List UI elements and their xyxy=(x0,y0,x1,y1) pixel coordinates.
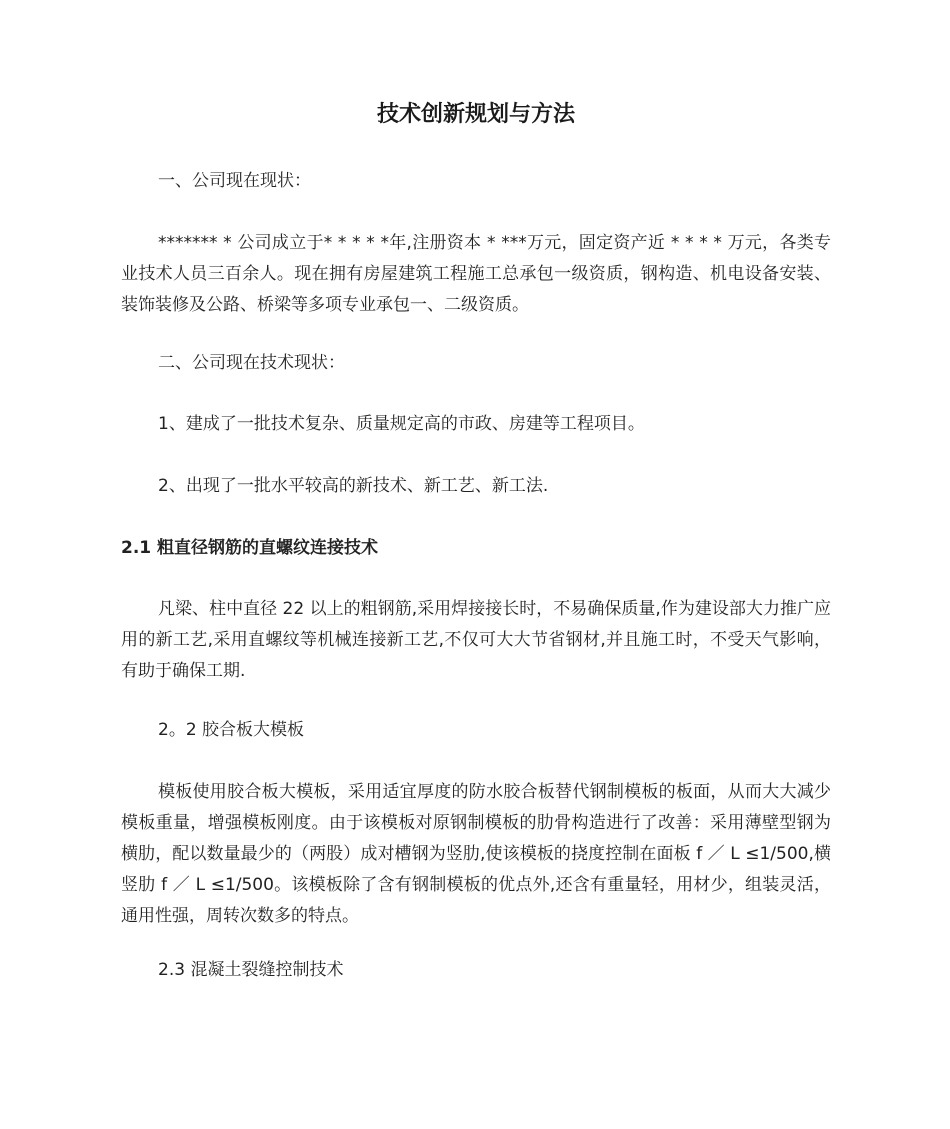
section1-body: ******* * 公司成立于* * * * *年,注册资本 * ***万元，固定资产近 * * * * 万元，各类专业技术人员三百余人。现在拥有房屋建筑工程施工总承包一级资质，钢构造、机电设备安装、装饰装修及公路、桥梁等多项专业承包一、二级资质。 xyxy=(121,233,831,315)
subsection-2-1-body: 凡梁、柱中直径 22 以上的粗钢筋,采用焊接接长时，不易确保质量,作为建设部大力推广应用的新工艺,采用直螺纹等机械连接新工艺,不仅可大大节省钢材,并且施工时，不受天气影响，有助于确保工期. xyxy=(121,599,831,681)
subsection-2-1-heading: 2.1 粗直径钢筋的直螺纹连接技术 xyxy=(121,538,379,558)
section2-heading: 二、公司现在技术现状： xyxy=(158,353,345,373)
list-item-1: 1、建成了一批技术复杂、质量规定高的市政、房建等工程项目。 xyxy=(158,414,645,434)
section1-heading: 一、公司现在现状： xyxy=(158,171,311,191)
list-item-2: 2、出现了一批水平较高的新技术、新工艺、新工法. xyxy=(158,476,549,496)
document-title: 技术创新规划与方法 xyxy=(376,102,575,127)
subsection-2-2-heading: 2。2 胶合板大模板 xyxy=(158,720,305,740)
subsection-2-3-heading: 2.3 混凝土裂缝控制技术 xyxy=(158,960,344,980)
subsection-2-2-body: 模板使用胶合板大模板，采用适宜厚度的防水胶合板替代钢制模板的板面，从而大大减少模板重量，增强模板刚度。由于该模板对原钢制模板的肋骨构造进行了改善：采用薄壁型钢为横肋，配以数量最少的（两股）成对槽钢为竖肋,使该模板的挠度控制在面板 f ／ L ≤1/500,横竖肋 f ／ L ≤1/500。该模板除了含有钢制模板的优点外,还含有重量轻，用材少，组装灵活，通用性强，周转次数多的特点。 xyxy=(121,782,831,926)
